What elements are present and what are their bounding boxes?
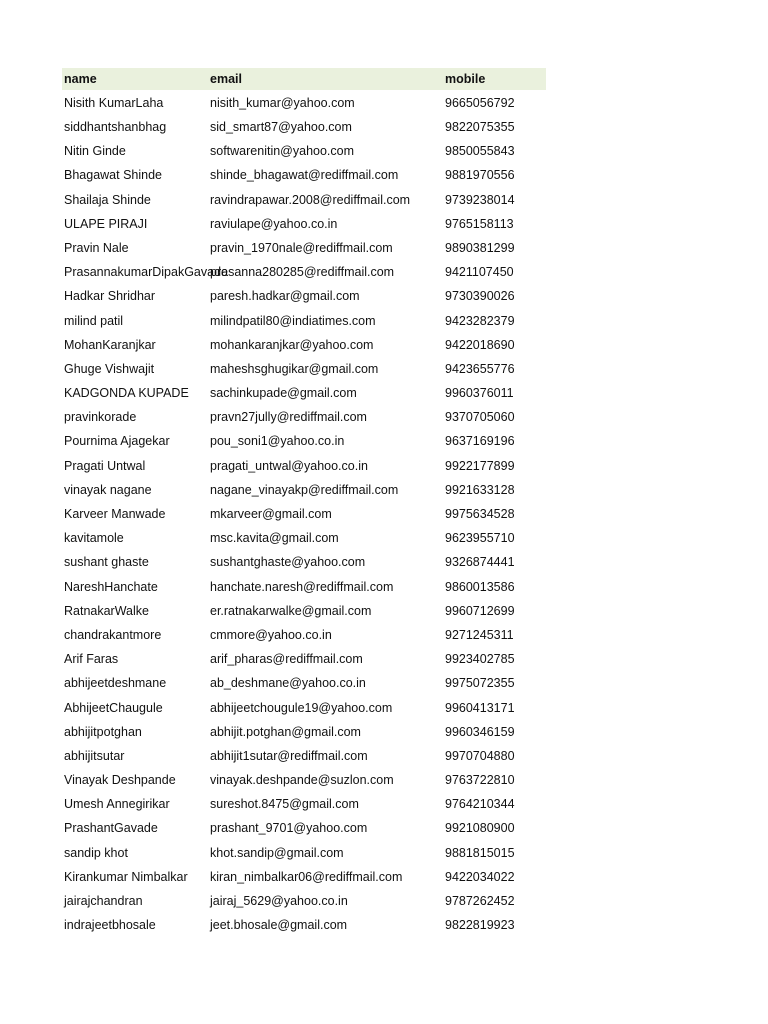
cell-email: ravindrapawar.2008@rediffmail.com: [210, 192, 411, 207]
cell-mobile: 9975072355: [445, 676, 515, 691]
cell-email: pragati_untwal@yahoo.co.in: [210, 458, 368, 473]
cell-name: Pragati Untwal: [64, 458, 146, 473]
cell-name: NareshHanchate: [64, 579, 158, 594]
table-row: [62, 865, 546, 889]
cell-name: PrashantGavade: [64, 821, 158, 836]
cell-email: sachinkupade@gmail.com: [210, 386, 357, 401]
cell-mobile: 9730390026: [445, 289, 515, 304]
header-email: email: [210, 71, 242, 86]
table-row: [62, 696, 546, 720]
cell-email: msc.kavita@gmail.com: [210, 531, 339, 546]
cell-name: Kirankumar Nimbalkar: [64, 869, 188, 884]
table-row: [62, 599, 546, 623]
table-row: [62, 551, 546, 575]
table-row: [62, 285, 546, 309]
cell-mobile: 9960712699: [445, 603, 515, 618]
cell-name: Vinayak Deshpande: [64, 773, 176, 788]
cell-name: Nitin Ginde: [64, 144, 126, 159]
cell-name: Bhagawat Shinde: [64, 168, 162, 183]
cell-mobile: 9422034022: [445, 869, 515, 884]
table-row: [62, 526, 546, 550]
cell-name: Shailaja Shinde: [64, 192, 151, 207]
cell-name: Arif Faras: [64, 652, 119, 667]
cell-name: RatnakarWalke: [64, 603, 149, 618]
cell-mobile: 9890381299: [445, 240, 515, 255]
table-row: [62, 91, 546, 115]
table-row: [62, 792, 546, 816]
cell-email: hanchate.naresh@rediffmail.com: [210, 579, 394, 594]
cell-name: abhijeetdeshmane: [64, 676, 167, 691]
table-row: [62, 768, 546, 792]
cell-name: milind patil: [64, 313, 124, 328]
cell-email: jeet.bhosale@gmail.com: [210, 918, 348, 933]
cell-email: shinde_bhagawat@rediffmail.com: [210, 168, 399, 183]
cell-mobile: 9921080900: [445, 821, 515, 836]
cell-email: pravn27jully@rediffmail.com: [210, 410, 367, 425]
cell-name: indrajeetbhosale: [64, 918, 156, 933]
table-row: [62, 913, 546, 937]
cell-name: chandrakantmore: [64, 627, 162, 642]
cell-name: AbhijeetChaugule: [64, 700, 163, 715]
cell-email: pou_soni1@yahoo.co.in: [210, 434, 345, 449]
cell-name: Hadkar Shridhar: [64, 289, 156, 304]
cell-mobile: 9271245311: [445, 627, 514, 642]
cell-mobile: 9960413171: [445, 700, 515, 715]
table-row: [62, 841, 546, 865]
table-row: [62, 236, 546, 260]
cell-name: abhijitpotghan: [64, 724, 142, 739]
cell-email: abhijeetchougule19@yahoo.com: [210, 700, 393, 715]
cell-email: abhijit1sutar@rediffmail.com: [210, 748, 368, 763]
table-row: [62, 139, 546, 163]
cell-email: sushantghaste@yahoo.com: [210, 555, 366, 570]
cell-email: jairaj_5629@yahoo.co.in: [210, 894, 348, 909]
table-row: [62, 164, 546, 188]
header-mobile: mobile: [445, 71, 486, 86]
cell-mobile: 9881815015: [445, 845, 515, 860]
cell-email: vinayak.deshpande@suzlon.com: [210, 773, 394, 788]
cell-email: sid_smart87@yahoo.com: [210, 120, 352, 135]
cell-name: vinayak nagane: [64, 482, 152, 497]
table-row: [62, 817, 546, 841]
table-row: [62, 623, 546, 647]
cell-mobile: 9960346159: [445, 724, 515, 739]
cell-email: nisith_kumar@yahoo.com: [210, 95, 355, 110]
cell-name: siddhantshanbhag: [64, 120, 167, 135]
cell-mobile: 9637169196: [445, 434, 515, 449]
cell-mobile: 9850055843: [445, 144, 515, 159]
cell-mobile: 9623955710: [445, 531, 515, 546]
cell-email: abhijit.potghan@gmail.com: [210, 724, 361, 739]
cell-email: er.ratnakarwalke@gmail.com: [210, 603, 372, 618]
cell-name: Ghuge Vishwajit: [64, 361, 155, 376]
cell-name: Pravin Nale: [64, 240, 129, 255]
table-row: [62, 575, 546, 599]
table-row: [62, 454, 546, 478]
table-row: [62, 212, 546, 236]
table-row: [62, 381, 546, 405]
table-row: [62, 720, 546, 744]
cell-mobile: 9923402785: [445, 652, 515, 667]
cell-mobile: 9881970556: [445, 168, 515, 183]
table-body: [62, 91, 546, 938]
cell-name: PrasannakumarDipakGavade: [64, 265, 228, 280]
cell-name: Karveer Manwade: [64, 507, 166, 522]
cell-email: maheshsghugikar@gmail.com: [210, 361, 379, 376]
cell-mobile: 9326874441: [445, 555, 515, 570]
cell-email: prashant_9701@yahoo.com: [210, 821, 368, 836]
cell-email: nagane_vinayakp@rediffmail.com: [210, 482, 399, 497]
cell-name: ULAPE PIRAJI: [64, 216, 148, 231]
cell-name: jairajchandran: [64, 894, 143, 909]
cell-mobile: 9739238014: [445, 192, 515, 207]
cell-mobile: 9423282379: [445, 313, 515, 328]
cell-name: abhijitsutar: [64, 748, 125, 763]
table-row: [62, 405, 546, 429]
cell-name: sushant ghaste: [64, 555, 149, 570]
cell-mobile: 9665056792: [445, 95, 515, 110]
cell-mobile: 9822075355: [445, 120, 515, 135]
table-header-row: [62, 68, 546, 90]
cell-email: raviulape@yahoo.co.in: [210, 216, 338, 231]
cell-mobile: 9763722810: [445, 773, 515, 788]
cell-mobile: 9422018690: [445, 337, 515, 352]
cell-email: paresh.hadkar@gmail.com: [210, 289, 360, 304]
cell-name: KADGONDA KUPADE: [64, 386, 189, 401]
cell-email: kiran_nimbalkar06@rediffmail.com: [210, 869, 403, 884]
cell-email: prasanna280285@rediffmail.com: [210, 265, 395, 280]
cell-name: Umesh Annegirikar: [64, 797, 170, 812]
cell-name: Nisith KumarLaha: [64, 95, 164, 110]
cell-email: cmmore@yahoo.co.in: [210, 627, 332, 642]
cell-name: MohanKaranjkar: [64, 337, 156, 352]
cell-mobile: 9975634528: [445, 507, 515, 522]
cell-mobile: 9822819923: [445, 918, 515, 933]
cell-email: pravin_1970nale@rediffmail.com: [210, 240, 393, 255]
table-row: [62, 188, 546, 212]
table-row: [62, 647, 546, 671]
table-row: [62, 309, 546, 333]
cell-email: arif_pharas@rediffmail.com: [210, 652, 363, 667]
table-row: [62, 672, 546, 696]
table-row: [62, 744, 546, 768]
cell-email: mohankaranjkar@yahoo.com: [210, 337, 374, 352]
cell-email: ab_deshmane@yahoo.co.in: [210, 676, 366, 691]
cell-mobile: 9765158113: [445, 216, 514, 231]
cell-mobile: 9787262452: [445, 894, 515, 909]
cell-mobile: 9421107450: [445, 265, 514, 280]
table-row: [62, 478, 546, 502]
table-row: [62, 260, 546, 284]
table-row: [62, 357, 546, 381]
contacts-table: [62, 68, 546, 938]
header-name: name: [64, 71, 97, 86]
cell-email: milindpatil80@indiatimes.com: [210, 313, 376, 328]
cell-name: sandip khot: [64, 845, 128, 860]
cell-email: softwarenitin@yahoo.com: [210, 144, 355, 159]
cell-email: khot.sandip@gmail.com: [210, 845, 344, 860]
cell-mobile: 9960376011: [445, 386, 514, 401]
cell-name: kavitamole: [64, 531, 124, 546]
cell-mobile: 9922177899: [445, 458, 515, 473]
table-row: [62, 430, 546, 454]
cell-name: Pournima Ajagekar: [64, 434, 170, 449]
cell-email: sureshot.8475@gmail.com: [210, 797, 359, 812]
cell-mobile: 9921633128: [445, 482, 515, 497]
cell-email: mkarveer@gmail.com: [210, 507, 332, 522]
cell-mobile: 9860013586: [445, 579, 515, 594]
cell-name: pravinkorade: [64, 410, 137, 425]
cell-mobile: 9370705060: [445, 410, 515, 425]
table-row: [62, 333, 546, 357]
cell-mobile: 9423655776: [445, 361, 515, 376]
table-row: [62, 502, 546, 526]
table-row: [62, 115, 546, 139]
table-row: [62, 889, 546, 913]
cell-mobile: 9970704880: [445, 748, 515, 763]
cell-mobile: 9764210344: [445, 797, 515, 812]
